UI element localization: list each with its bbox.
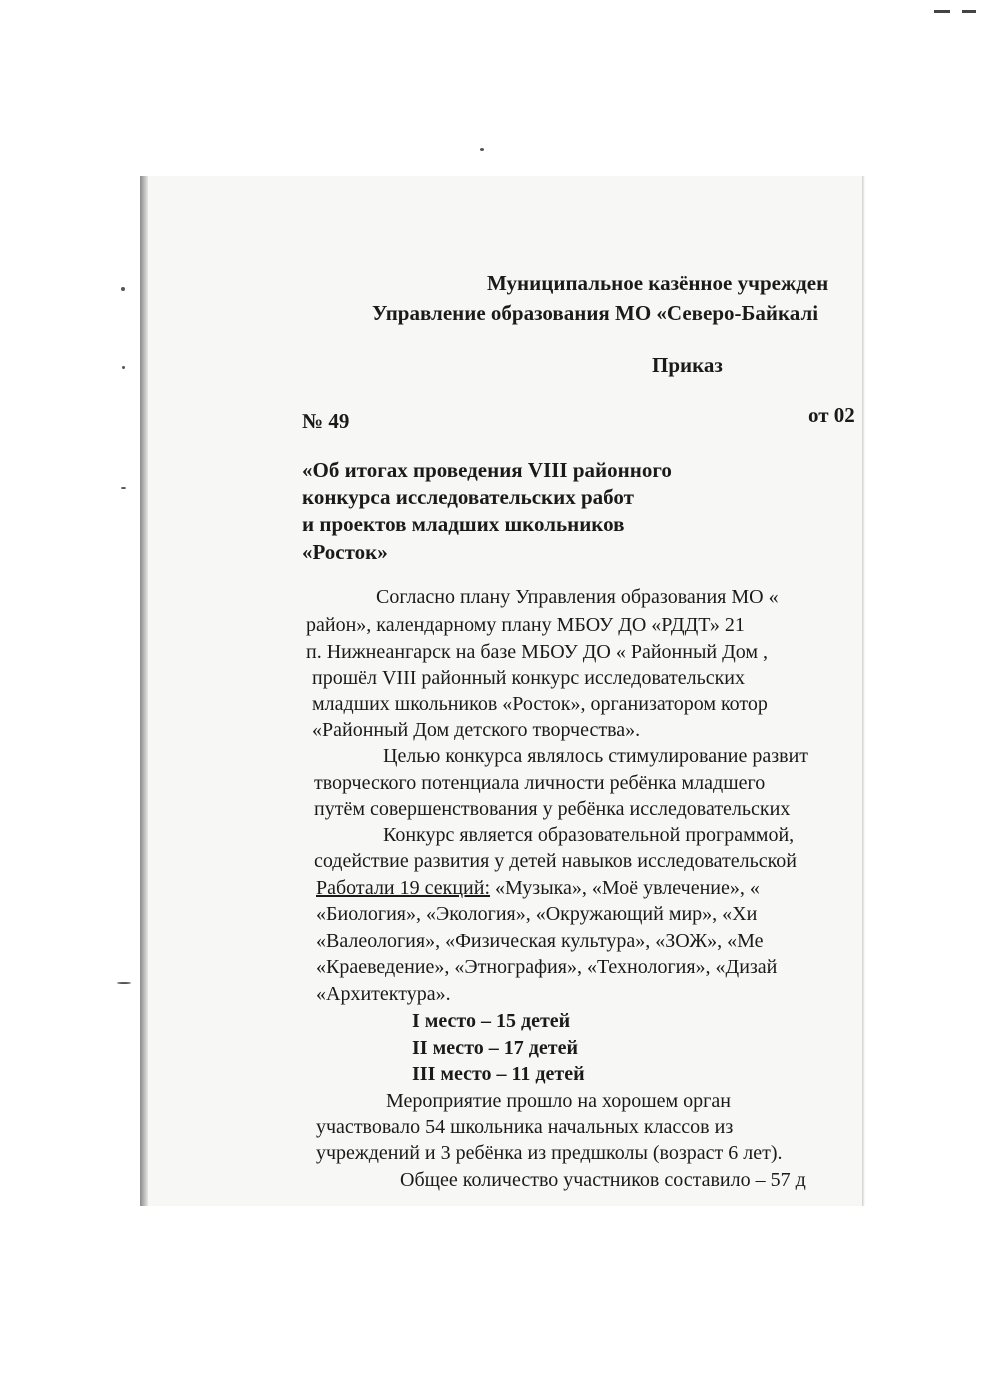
title-line: конкурса исследовательских работ xyxy=(302,485,634,509)
body-line: район», календарному плану МБОУ ДО «РДДТ» 21 xyxy=(306,614,745,636)
sections-line: «Валеология», «Физическая культура», «ЗОЖ», «Ме xyxy=(316,930,764,952)
body-line: путём совершенствования у ребёнка исследовательских xyxy=(314,798,791,820)
scan-speck xyxy=(122,366,125,369)
body-line: п. Нижнеангарск на базе МБОУ ДО « Районный Дом , xyxy=(306,641,769,663)
scan-speck xyxy=(117,982,131,984)
body-line: «Районный Дом детского творчества». xyxy=(312,719,641,741)
body-line: младших школьников «Росток», организатором котор xyxy=(312,693,768,715)
scan-speck xyxy=(121,487,126,489)
body-line: Конкурс является образовательной программой, xyxy=(383,824,795,846)
title-line: и проектов младших школьников xyxy=(302,512,625,536)
body-line: содействие развития у детей навыков исследовательской xyxy=(314,850,798,872)
body-line: учреждений и 3 ребёнка из предшколы (возраст 6 лет). xyxy=(316,1142,783,1164)
sections-line: «Архитектура». xyxy=(316,983,451,1005)
sections-lead: Работали 19 секций: xyxy=(316,877,491,899)
place-line: III место – 11 детей xyxy=(412,1063,585,1085)
body-line: участвовало 54 школьника начальных классов из xyxy=(316,1116,734,1138)
scan-speck xyxy=(121,287,125,291)
order-number: № 49 xyxy=(302,409,350,433)
institution-line-2: Управление образования МО «Северо-Байкалі xyxy=(372,301,819,325)
body-line: Мероприятие прошло на хорошем орган xyxy=(386,1090,731,1112)
sheet-right-edge xyxy=(862,176,865,1206)
order-date: от 02 xyxy=(808,403,855,427)
institution-line-1: Муниципальное казённое учрежден xyxy=(487,271,829,295)
sections-line: «Биология», «Экология», «Окружающий мир», «Хи xyxy=(316,903,758,925)
sections-line: «Краеведение», «Этнография», «Технология», «Дизай xyxy=(316,956,778,978)
title-line: «Об итогах проведения VIII районного xyxy=(302,458,672,482)
body-line: прошёл VIII районный конкурс исследовательских xyxy=(312,667,746,689)
scan-mark xyxy=(962,10,976,13)
sheet-right-mask xyxy=(864,176,1000,1206)
body-line: Целью конкурса являлось стимулирование развит xyxy=(383,745,809,767)
body-line: Согласно плану Управления образования МО « xyxy=(376,586,779,608)
scan-shadow-left xyxy=(140,176,148,1206)
scan-mark xyxy=(934,10,950,13)
title-line: «Росток» xyxy=(302,540,388,564)
sections-line xyxy=(316,877,760,900)
body-line: творческого потенциала личности ребёнка младшего xyxy=(314,772,766,794)
place-line: II место – 17 детей xyxy=(412,1037,578,1059)
scan-speck xyxy=(480,148,484,151)
doc-type: Приказ xyxy=(652,353,723,377)
sections-list: «Музыка», «Моё увлечение», « xyxy=(490,877,760,899)
body-line: Общее количество участников составило – 57 д xyxy=(400,1169,806,1191)
place-line: I место – 15 детей xyxy=(412,1010,571,1032)
